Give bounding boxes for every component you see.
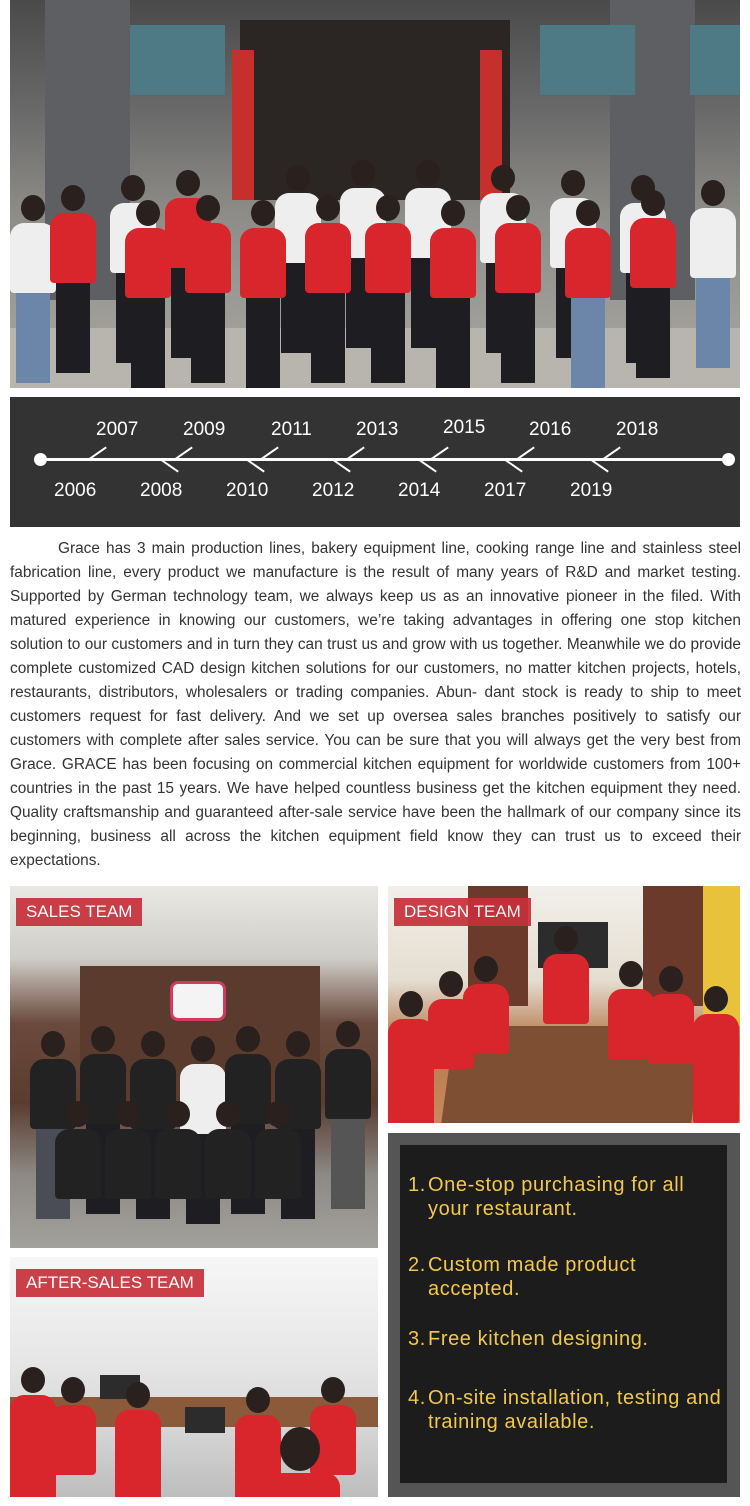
feature-text: Free kitchen designing. bbox=[428, 1328, 649, 1350]
feature-item bbox=[408, 1386, 724, 1434]
timeline-year: 2010 bbox=[226, 480, 269, 501]
feature-text: One-stop purchasing for all your restaurant. bbox=[428, 1174, 685, 1220]
feature-item bbox=[408, 1253, 724, 1301]
timeline-year: 2013 bbox=[356, 419, 399, 440]
timeline-year: 2019 bbox=[570, 480, 613, 501]
feature-item bbox=[408, 1173, 724, 1221]
company-logo-sign bbox=[170, 981, 226, 1021]
timeline-year: 2016 bbox=[529, 419, 572, 440]
feature-number: 3. bbox=[408, 1328, 426, 1350]
timeline-year: 2007 bbox=[96, 419, 139, 440]
design-team-label: DESIGN TEAM bbox=[394, 898, 531, 926]
company-timeline bbox=[10, 397, 740, 527]
wall-poster bbox=[690, 25, 740, 95]
wall-poster bbox=[130, 25, 225, 95]
timeline-year: 2011 bbox=[271, 419, 312, 440]
company-introduction: Grace has 3 main production lines, bakery equipment line, cooking range line and stainless steel fabrication line, every product we manufacture is the result of many years of R&D and market testing. Supported by German technology team, we always keep us as an innovative pioneer in the filed. With matured experience in knowing our customers, we’re taking advantages in offering one stop kitchen solution to our customers and in turn they can trust us and grow with us together. Meanwhile we do provide complete customized CAD design kitchen solutions for our customers, no matter kitchen projects, hotels, restaurants, distributors, wholesalers or trading companies. Abun- dant stock is ready to ship to meet customers request for fast delivery. And we set up oversea sales branches positively to satisfy our customers with complete after sales service. You can be sure that you will always get the very best from Grace. GRACE has been focusing on commercial kitchen equipment for worldwide customers from 100+ countries in the past 15 years. We have helped countless business get the kitchen equipment they need. Quality craftsmanship and guaranteed after-sale service have been the hallmark of our company since its beginning, business all across the kitchen equipment field know they can trust us to exceed their expectations. bbox=[10, 540, 741, 869]
feature-item bbox=[408, 1327, 724, 1351]
after-sales-team-photo bbox=[10, 1257, 378, 1497]
timeline-year: 2014 bbox=[398, 480, 441, 501]
features-panel bbox=[400, 1145, 727, 1483]
computer-monitor bbox=[185, 1407, 225, 1433]
timeline-axis bbox=[40, 458, 730, 461]
feature-number: 1. bbox=[408, 1174, 426, 1196]
red-couplet bbox=[232, 50, 254, 200]
timeline-year: 2008 bbox=[140, 480, 183, 501]
feature-text: Custom made product accepted. bbox=[428, 1254, 637, 1300]
timeline-year: 2009 bbox=[183, 419, 226, 440]
timeline-year: 2018 bbox=[616, 419, 659, 440]
timeline-tick bbox=[333, 459, 351, 472]
timeline-year: 2017 bbox=[484, 480, 527, 501]
timeline-end-dot bbox=[722, 453, 735, 466]
timeline-tick bbox=[247, 459, 265, 472]
sales-team-photo bbox=[10, 886, 378, 1248]
timeline-tick bbox=[419, 459, 437, 472]
timeline-year: 2012 bbox=[312, 480, 355, 501]
sales-team-label: SALES TEAM bbox=[16, 898, 142, 926]
design-team-photo bbox=[388, 886, 740, 1123]
feature-number: 2. bbox=[408, 1254, 426, 1276]
timeline-start-dot bbox=[34, 453, 47, 466]
timeline-year: 2015 bbox=[443, 417, 486, 438]
timeline-year: 2006 bbox=[54, 480, 97, 501]
feature-text: On-site installation, testing and training available. bbox=[428, 1387, 722, 1433]
timeline-tick bbox=[161, 459, 179, 472]
feature-number: 4. bbox=[408, 1387, 426, 1409]
timeline-tick bbox=[591, 459, 609, 472]
wall-poster bbox=[540, 25, 635, 95]
timeline-tick bbox=[505, 459, 523, 472]
company-group-photo bbox=[10, 0, 740, 388]
after-sales-team-label: AFTER-SALES TEAM bbox=[16, 1269, 204, 1297]
